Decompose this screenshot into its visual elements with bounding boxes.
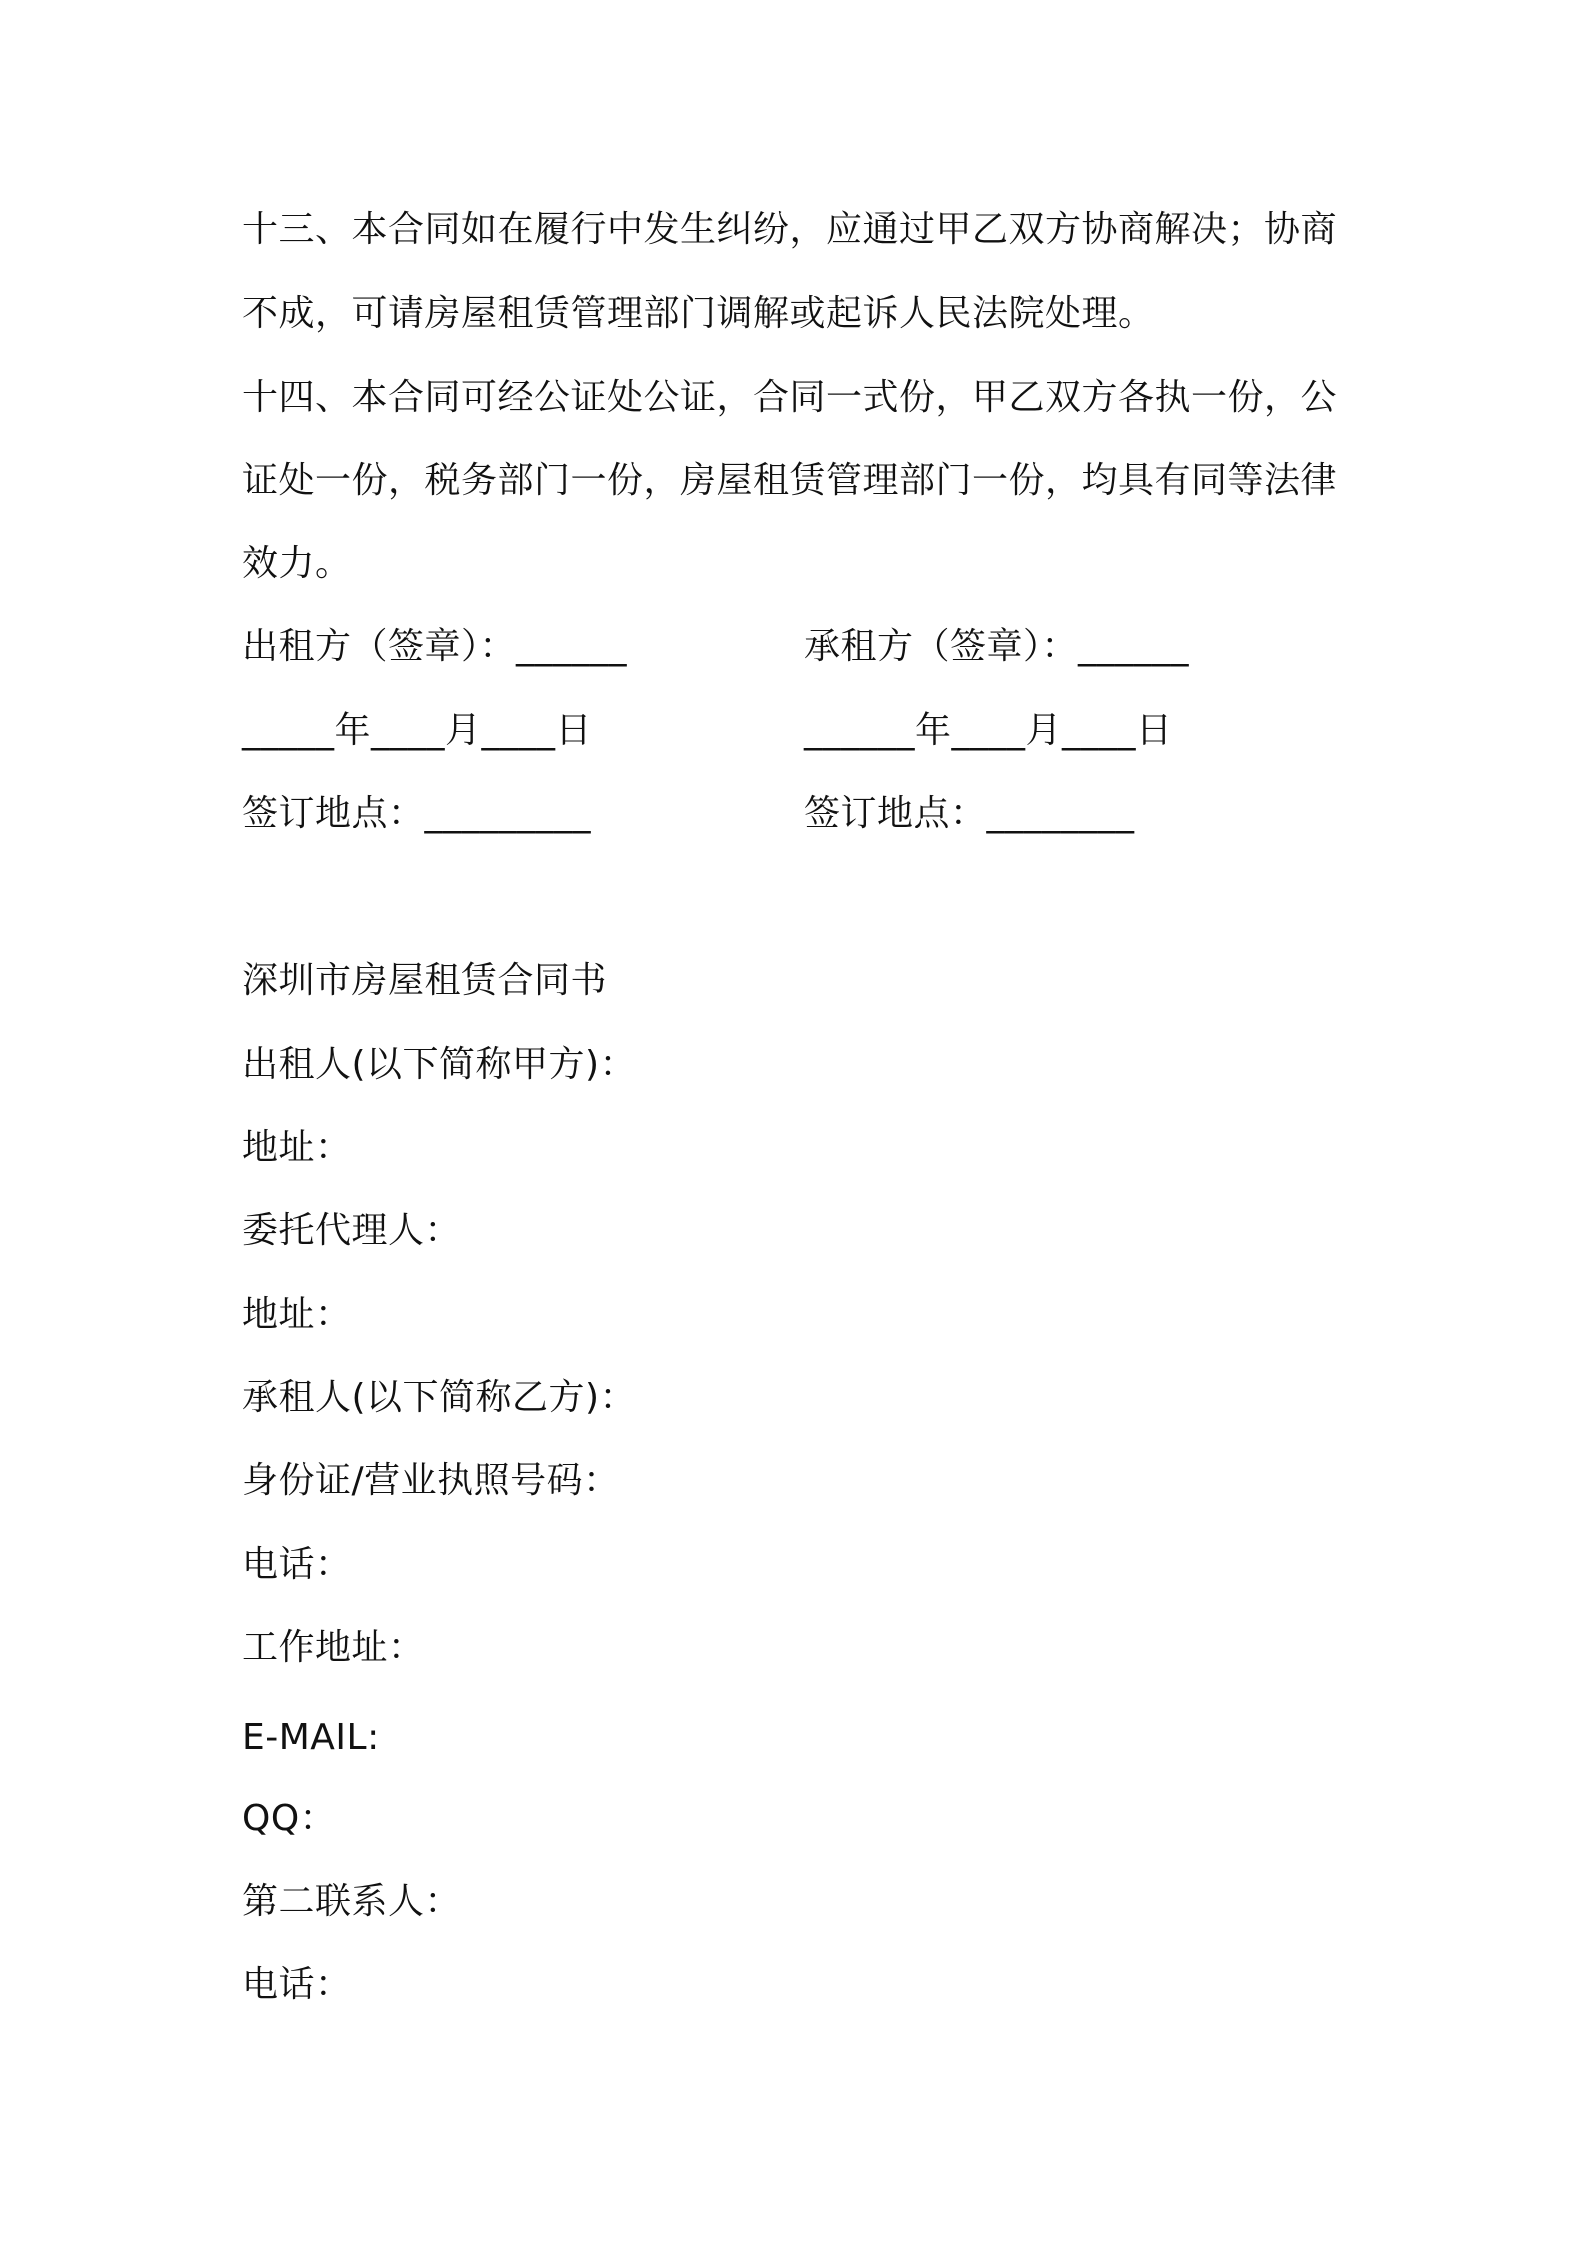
phone-field: 电话： [242, 1544, 352, 1585]
lessor-field: 出租人(以下简称甲方)： [242, 1044, 637, 1085]
lessor-address-field: 地址： [242, 1127, 352, 1168]
second-contact-field: 第二联系人： [242, 1881, 462, 1922]
clause-14-line-2: 证处一份，税务部门一份，房屋租赁管理部门一份，均具有同等法律 [242, 460, 1338, 501]
lessor-signature: 出租方（签章）：______ [242, 626, 628, 667]
lessee-date: ______年____月____日 [804, 710, 1173, 751]
clause-13-line-1: 十三、本合同如在履行中发生纠纷，应通过甲乙双方协商解决；协商 [242, 209, 1338, 250]
work-address-field: 工作地址： [242, 1627, 425, 1668]
lessee-signing-place: 签订地点：________ [804, 793, 1135, 834]
agent-field: 委托代理人： [242, 1210, 462, 1251]
lessor-date: _____年____月____日 [242, 710, 593, 751]
qq-field: QQ： [242, 1798, 337, 1839]
lessor-signing-place: 签订地点：_________ [242, 793, 592, 834]
clause-14-line-3: 效力。 [242, 543, 352, 584]
lessee-field: 承租人(以下简称乙方)： [242, 1377, 637, 1418]
clause-13-line-2: 不成，可请房屋租赁管理部门调解或起诉人民法院处理。 [242, 293, 1155, 334]
clause-14-line-1: 十四、本合同可经公证处公证，合同一式份，甲乙双方各执一份，公 [242, 377, 1338, 418]
lessee-signature: 承租方（签章）：______ [804, 626, 1190, 667]
email-field: E-MAIL: [242, 1717, 380, 1758]
agent-address-field: 地址： [242, 1294, 352, 1335]
contract-title: 深圳市房屋租赁合同书 [242, 960, 608, 1001]
second-contact-phone-field: 电话： [242, 1964, 352, 2005]
id-number-field: 身份证/营业执照号码： [242, 1460, 620, 1501]
